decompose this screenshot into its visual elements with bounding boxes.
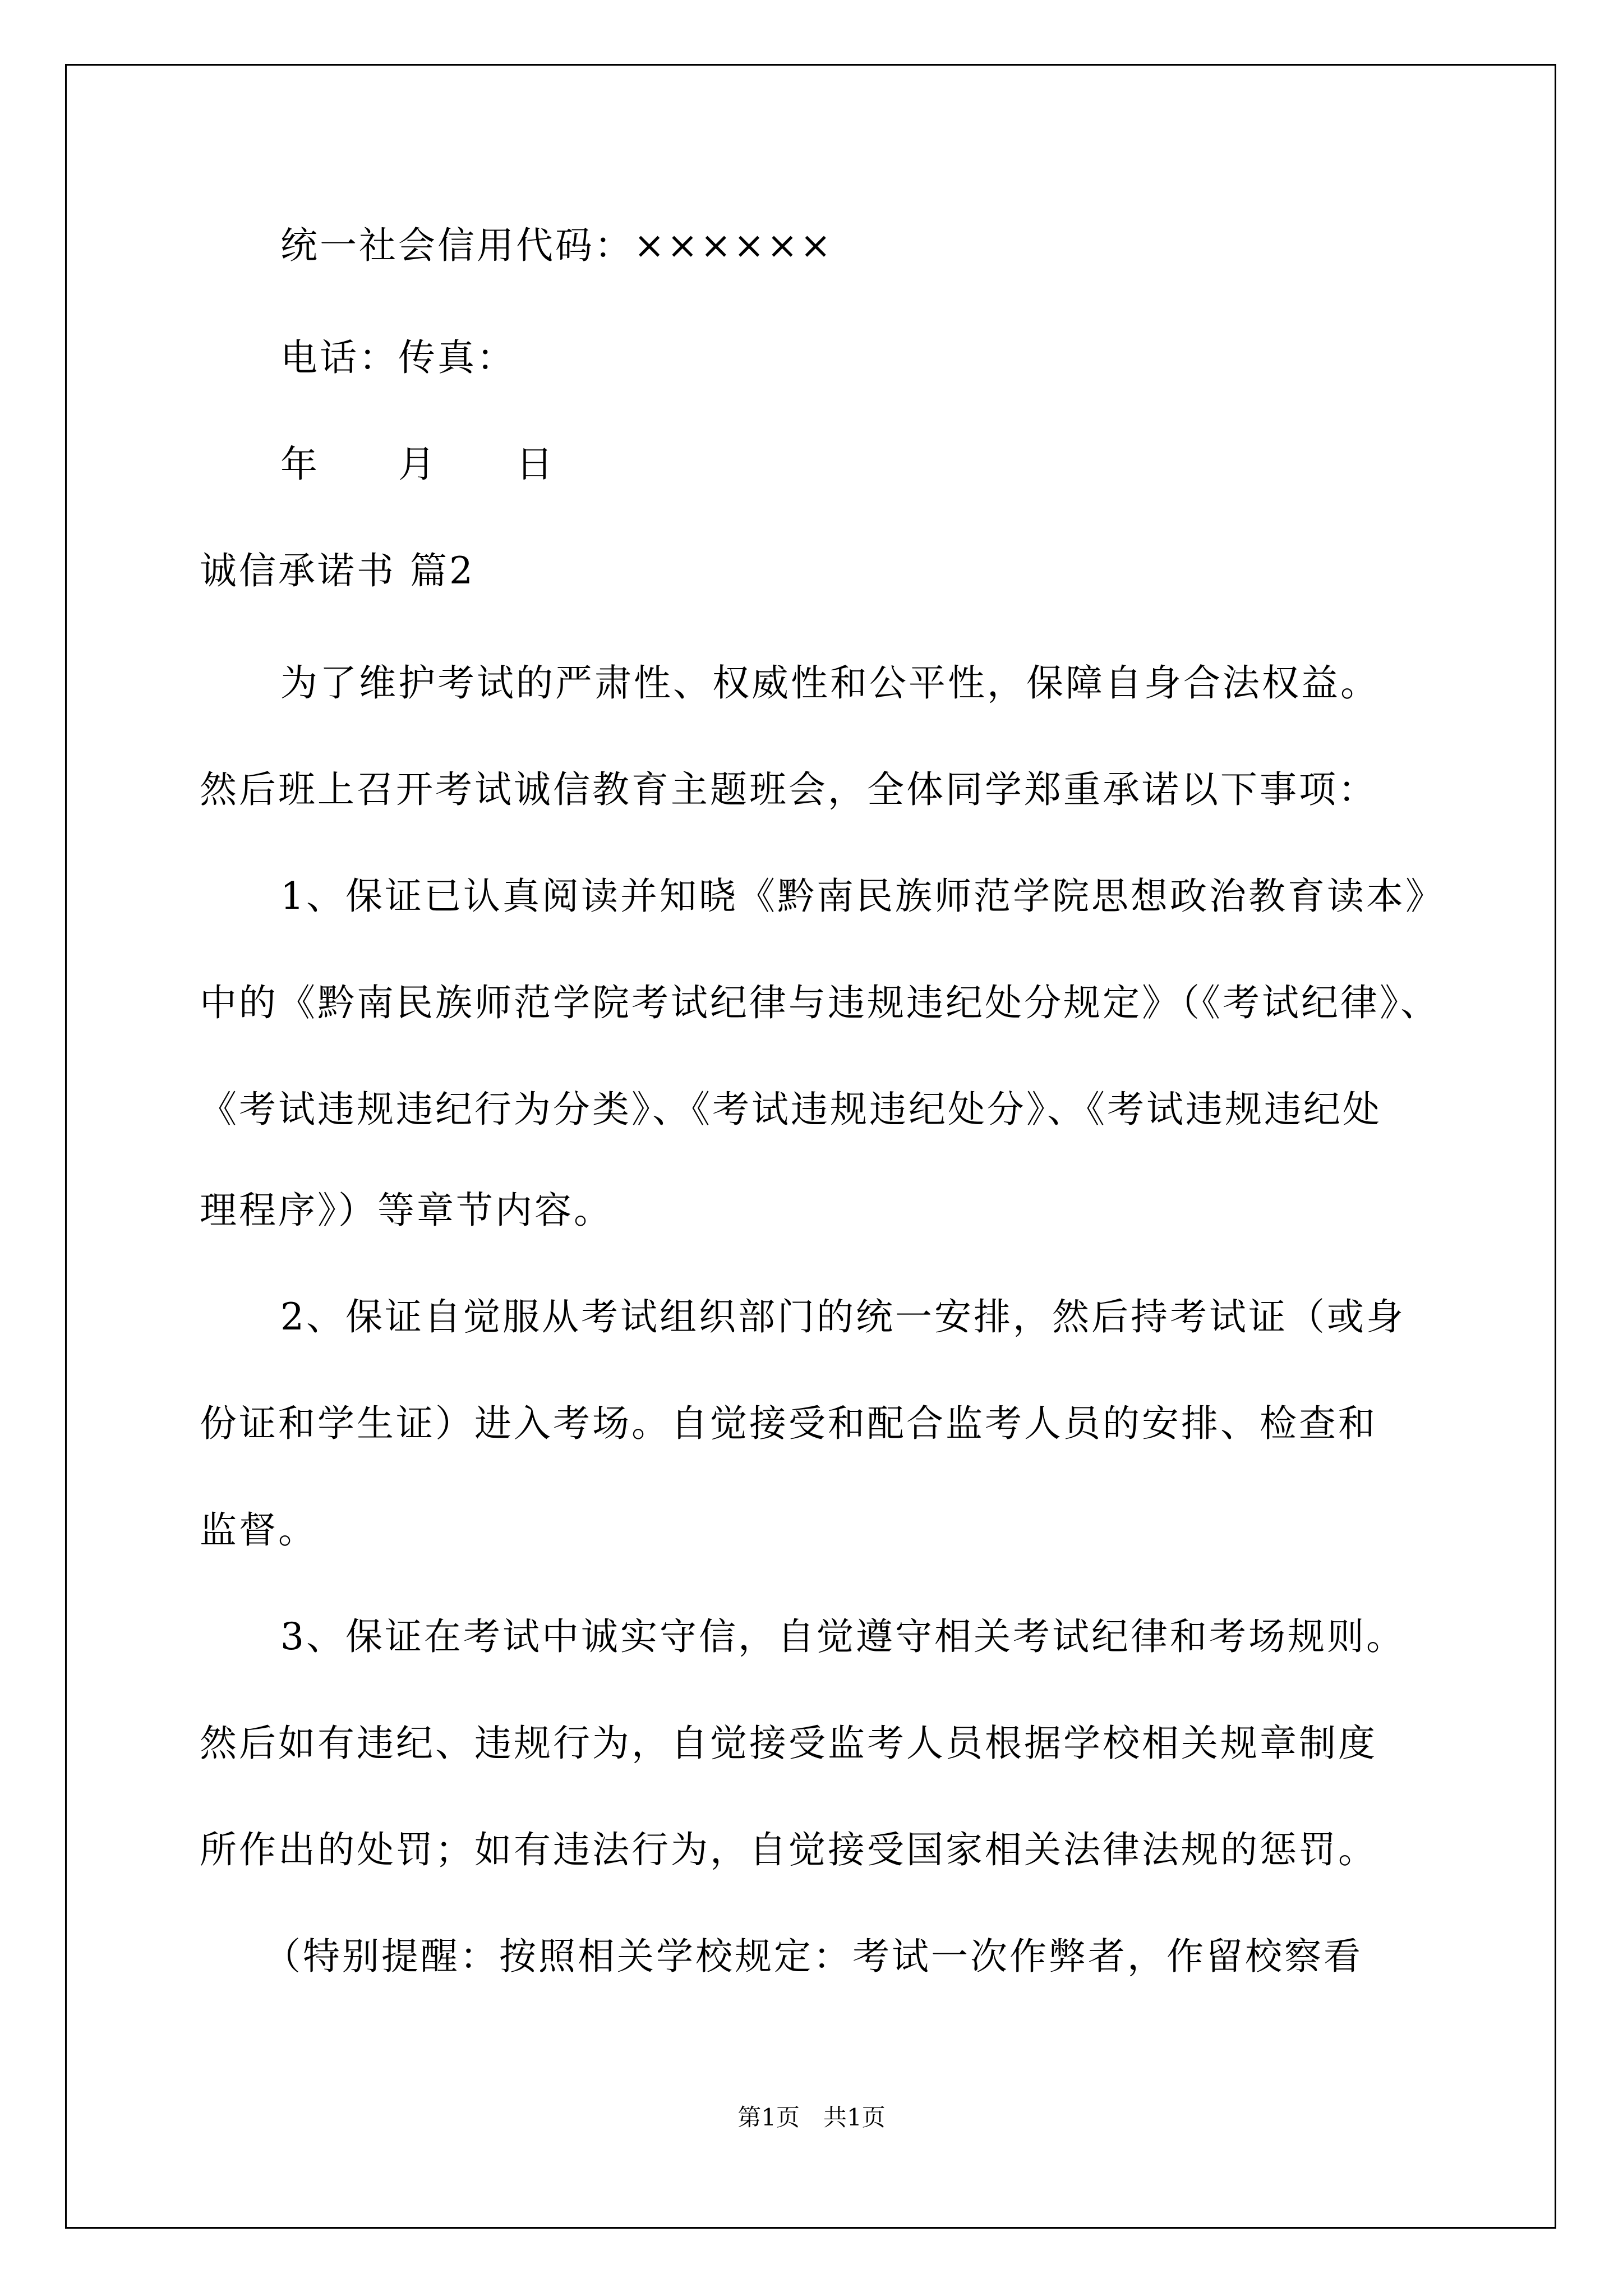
- credit-code-line: 统一社会信用代码：××××××: [280, 224, 833, 267]
- paragraph-line: 3、保证在考试中诚实守信，自觉遵守相关考试纪律和考场规则。: [280, 1615, 1405, 1658]
- paragraph-line: 然后如有违纪、违规行为，自觉接受监考人员根据学校相关规章制度: [200, 1722, 1377, 1765]
- paragraph-line: 理程序》）等章节内容。: [200, 1189, 613, 1232]
- section-heading: 诚信承诺书 篇2: [200, 549, 475, 592]
- page-number-footer: 第1页 共1页: [737, 2104, 886, 2131]
- paragraph-line: 监督。: [200, 1508, 317, 1552]
- phone-fax-line: 电话：传真：: [280, 336, 516, 379]
- paragraph-line: 2、保证自觉服从考试组织部门的统一安排，然后持考试证（或身: [280, 1295, 1405, 1338]
- paragraph-line: 所作出的处罚；如有违法行为，自觉接受国家相关法律法规的惩罚。: [200, 1828, 1377, 1871]
- paragraph-line: 为了维护考试的严肃性、权威性和公平性，保障自身合法权益。: [280, 661, 1380, 705]
- paragraph-line: （特别提醒：按照相关学校规定：考试一次作弊者，作留校察看: [264, 1935, 1363, 1978]
- paragraph-line: 1、保证已认真阅读并知晓《黔南民族师范学院思想政治教育读本》: [280, 875, 1445, 918]
- page-border: [65, 64, 1556, 2229]
- paragraph-line: 份证和学生证）进入考场。自觉接受和配合监考人员的安排、检查和: [200, 1402, 1377, 1445]
- date-line: 年 月 日: [280, 443, 555, 486]
- paragraph-line: 《考试违规违纪行为分类》、《考试违规违纪处分》、《考试违规违纪处: [200, 1088, 1382, 1131]
- paragraph-line: 中的《黔南民族师范学院考试纪律与违规违纪处分规定》（《考试纪律》、: [200, 981, 1440, 1024]
- paragraph-line: 然后班上召开考试诚信教育主题班会，全体同学郑重承诺以下事项：: [200, 768, 1377, 811]
